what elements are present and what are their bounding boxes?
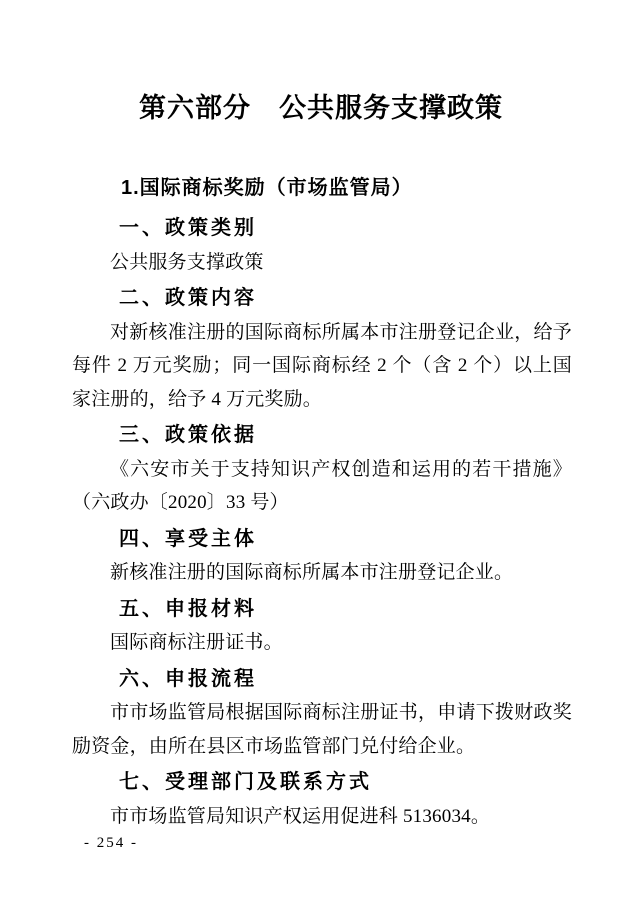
section-paragraph-application-materials: 国际商标注册证书。 (110, 632, 283, 653)
section-paragraph-beneficiary: 新核准注册的国际商标所属本市注册登记企业。 (110, 562, 514, 583)
page-number: - 254 - (84, 835, 138, 851)
section-label-policy-content: 二、政策内容 (119, 287, 257, 309)
document-body (72, 167, 572, 833)
section-paragraph-application-process: 市市场监管局根据国际商标注册证书，申请下拨财政奖励资金，由所在县区市场监管部门兑付给企业。 (72, 702, 572, 757)
document-title: 第六部分 公共服务支撑政策 (139, 93, 503, 123)
section-label-contact: 七、受理部门及联系方式 (119, 771, 372, 793)
section-paragraph-policy-content: 对新核准注册的国际商标所属本市注册登记企业，给予每件 2 万元奖励；同一国际商标经 2 个（含 2 个）以上国家注册的，给予 4 万元奖励。 (72, 321, 572, 410)
section-paragraph-policy-basis: 《六安市关于支持知识产权创造和运用的若干措施》（六政办〔2020〕33 号） (72, 458, 572, 513)
section-label-policy-basis: 三、政策依据 (119, 424, 257, 446)
policy-heading: 1.国际商标奖励（市场监管局） (121, 177, 413, 199)
section-label-application-process: 六、申报流程 (119, 667, 257, 690)
section-paragraph-contact: 市市场监管局知识产权运用促进科 5136034。 (110, 805, 491, 827)
section-label-policy-category: 一、政策类别 (119, 217, 257, 239)
section-paragraph-policy-category: 公共服务支撑政策 (110, 251, 264, 273)
section-label-beneficiary: 四、享受主体 (119, 527, 257, 550)
section-label-application-materials: 五、申报材料 (119, 597, 257, 620)
